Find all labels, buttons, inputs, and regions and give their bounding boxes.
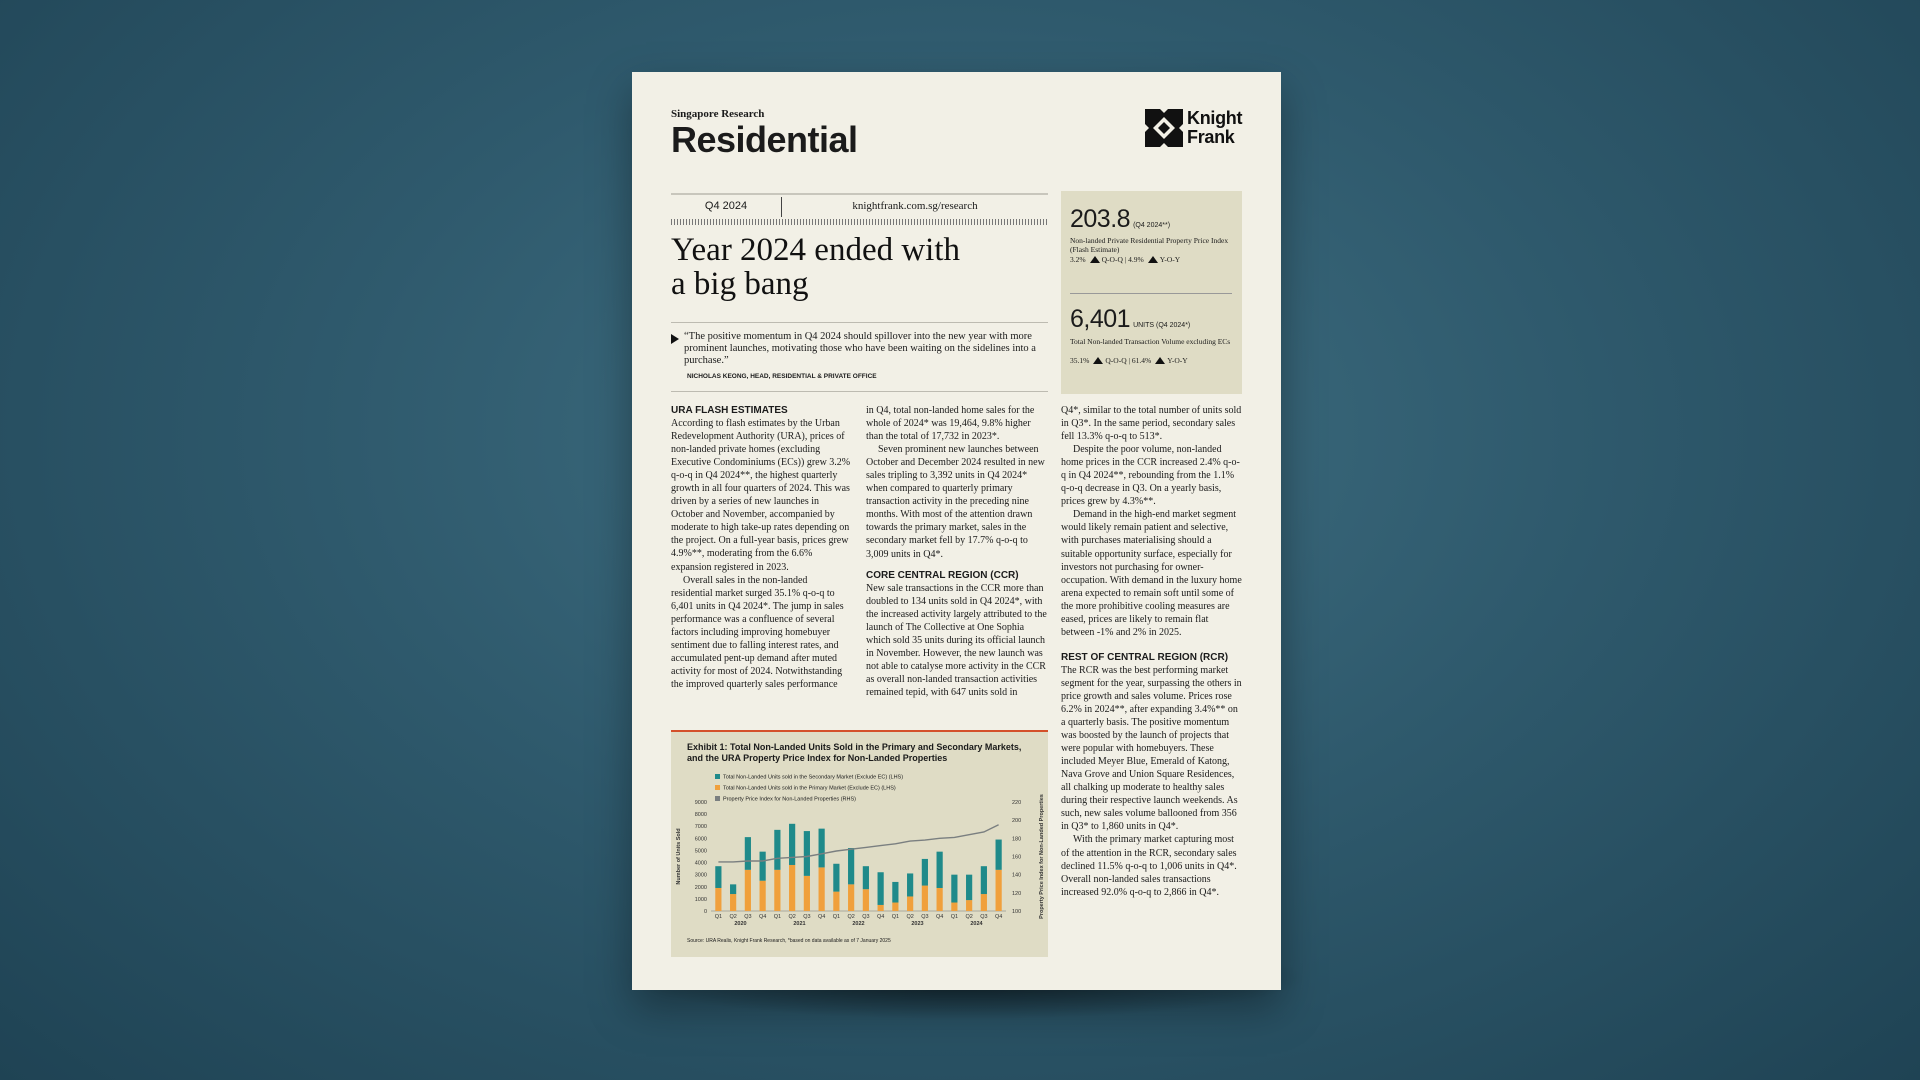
paragraph: The RCR was the best performing market segment for the year, surpassing the others in price growth and sales volume. Prices rose 6.2% in 2024**, after expanding 3.4%** on a quarterly basis. The positive momentum was boosted by the launch of projects that were popular with homebuyers. These included Meyer Blue, Emerald of Katong, Nava Grove and Union Square Residences, all chalking up moderate to healthy sales during their respective launch weekends. As such, new sales volume ballooned from 356 in Q3* to 1,860 units in Q4*.: [1061, 664, 1242, 833]
bar-primary: [745, 870, 751, 911]
bar-secondary: [848, 848, 854, 884]
paragraph: Despite the poor volume, non-landed home prices in the CCR increased 2.4% q-o-q in Q4 2024**, rebounding from the 1.1% q-o-q decrease in Q3. On a yearly basis, prices grew by 4.3%**.: [1061, 444, 1240, 508]
legend-primary: Total Non-Landed Units sold in the Primary Market (Exclude EC) (LHS): [715, 785, 965, 793]
bar-primary: [789, 865, 795, 911]
exhibit-chart: [671, 732, 1048, 957]
research-url[interactable]: knightfrank.com.sg/research: [852, 200, 978, 212]
y-tick-label: 7000: [694, 824, 707, 831]
bar-primary: [715, 888, 721, 911]
report-quarter: Q4 2024: [704, 200, 748, 212]
paragraph: Overall sales in the non-landed residential market surged 35.1% q-o-q to 6,401 units in Q4 2024*. The jump in sales performance was a confluence of several factors including improving homebuyer sentiment due to falling interest rates, and accumulated pent-up demand after muted activity for most of 2024. Notwithstanding the improved quarterly sales performance: [671, 574, 844, 690]
logo-wordmark: Knight Frank: [1187, 108, 1243, 147]
section-heading-ccr: CORE CENTRAL REGION (CCR): [866, 569, 1019, 581]
x-tick-label: Q4: [876, 914, 885, 920]
section-heading-ura: URA FLASH ESTIMATES: [671, 405, 788, 416]
y2-tick-label: 180: [1012, 836, 1022, 843]
y-tick-label: 9000: [694, 800, 707, 806]
bar-secondary: [907, 873, 913, 896]
headline: Year 2024 ended with a big bang: [671, 232, 961, 302]
year-label: 2020: [734, 921, 747, 927]
stat-price-index-desc: Non-landed Private Residential Property Price Index (Flash Estimate): [1070, 236, 1229, 254]
paragraph: With the primary market capturing most of the attention in the RCR, secondary sales declined 11.5% q-o-q to 1,006 units in Q4*. Overall non-landed sales transactions increased 92.0% q-o-q to 2,866 in Q4*.: [1061, 834, 1237, 898]
y2-tick-label: 200: [1012, 818, 1022, 825]
pull-quote: “The positive momentum in Q4 2024 should spillover into the new year with more prominent launches, motivating those who have been waiting on the sidelines into a purchase.”: [684, 331, 1036, 366]
x-tick-label: Q2: [906, 914, 914, 920]
bar-secondary: [730, 884, 736, 894]
x-tick-label: Q2: [788, 914, 796, 920]
y2-tick-label: 140: [1012, 872, 1022, 879]
up-arrow-icon: [1090, 256, 1100, 263]
y2-tick-label: 220: [1012, 800, 1022, 806]
stat-price-index-trend: 3.2% Q-O-Q | 4.9% Y-O-Y: [1070, 255, 1181, 264]
quote-bullet-icon: [671, 334, 679, 344]
x-tick-label: Q3: [980, 914, 988, 920]
hatched-rule: [671, 219, 1048, 225]
meta-bar: [671, 193, 1048, 225]
x-tick-label: Q4: [935, 914, 944, 920]
y-tick-label: 1000: [694, 896, 707, 903]
bar-secondary: [863, 866, 869, 889]
bar-secondary: [966, 875, 972, 900]
bar-primary: [996, 870, 1002, 911]
bar-secondary: [819, 829, 825, 868]
y2-tick-label: 100: [1012, 909, 1022, 915]
stat-transaction-volume: 6,401 UNITS (Q4 2024*): [1070, 305, 1191, 333]
bar-secondary: [774, 830, 780, 870]
year-label: 2023: [911, 921, 924, 927]
paragraph: Q4*, similar to the total number of units sold in Q3*. In the same period, secondary sales fell 13.3% q-o-q to 513*.: [1061, 405, 1242, 443]
knight-frank-logo-mark: [1145, 109, 1183, 147]
bar-secondary: [922, 859, 928, 886]
x-tick-label: Q3: [744, 914, 752, 920]
paragraph: Seven prominent new launches between October and December 2024 resulted in new sales tripling to 3,392 units in Q4 2024* when compared to quarterly primary transaction activity in the preceding nine months. With most of the attention drawn towards the primary market, sales in the secondary market fell by 17.7% q-o-q to 3,009 units in Q4*.: [866, 444, 1045, 560]
divider: [671, 322, 1048, 323]
paragraph: Demand in the high-end market segment would likely remain patient and selective, with purchases materialising should a suitable opportunity surface, especially for investors not purchasing for owner-occupation. With demand in the luxury home arena expected to remain soft until some of the more prohibitive cooling measures are eased, prices are likely to remain flat between -1% and 2% in 2025.: [1061, 509, 1242, 638]
up-arrow-icon: [1148, 256, 1158, 263]
x-tick-label: Q3: [862, 914, 870, 920]
exhibit-title: Exhibit 1: Total Non-Landed Units Sold in the Primary and Secondary Markets, and the URA Property Price Index for Non-Landed Properties: [687, 742, 1022, 763]
x-tick-label: Q2: [729, 914, 737, 920]
x-tick-label: Q4: [758, 914, 767, 920]
bar-secondary: [981, 866, 987, 894]
y-tick-label: 8000: [694, 812, 707, 819]
knight-frank-logo: [1145, 109, 1245, 149]
bar-primary: [878, 905, 884, 911]
bar-primary: [892, 903, 898, 911]
x-tick-label: Q3: [803, 914, 811, 920]
quote-author: NICHOLAS KEONG, HEAD, RESIDENTIAL & PRIVATE OFFICE: [687, 373, 877, 380]
bar-secondary: [996, 840, 1002, 870]
y-tick-label: 2000: [694, 884, 707, 891]
x-tick-label: Q1: [714, 914, 723, 920]
year-label: 2024: [970, 921, 983, 927]
bar-secondary: [951, 875, 957, 903]
x-tick-label: Q1: [832, 914, 841, 920]
y2-tick-label: 160: [1012, 854, 1022, 861]
y-tick-label: 5000: [694, 848, 707, 855]
article-column-3: [1061, 404, 1242, 899]
bar-primary: [966, 900, 972, 911]
bar-primary: [774, 870, 780, 911]
stat-separator: [1070, 293, 1232, 294]
bar-secondary: [789, 824, 795, 865]
bar-primary: [760, 881, 766, 911]
y2-axis-label: Property Price Index for Non-Landed Properties: [1039, 794, 1045, 919]
bar-primary: [804, 876, 810, 911]
stat-volume-trend: 35.1% Q-O-Q | 61.4% Y-O-Y: [1070, 356, 1188, 365]
section-eyebrow: Singapore Research: [671, 108, 765, 120]
x-tick-label: Q2: [847, 914, 855, 920]
x-tick-label: Q3: [921, 914, 929, 920]
bar-primary: [863, 889, 869, 911]
legend-swatch: [715, 774, 720, 779]
article-column-2: [866, 404, 1048, 699]
bar-primary: [819, 867, 825, 911]
bar-primary: [907, 896, 913, 911]
bar-primary: [951, 903, 957, 911]
legend-swatch: [715, 785, 720, 790]
bar-secondary: [804, 831, 810, 876]
report-title: Residential: [671, 119, 858, 160]
x-tick-label: Q4: [817, 914, 826, 920]
up-arrow-icon: [1155, 357, 1165, 364]
x-tick-label: Q4: [994, 914, 1003, 920]
year-label: 2021: [793, 921, 806, 927]
stat-volume-desc: Total Non-landed Transaction Volume excluding ECs: [1070, 337, 1231, 346]
legend-secondary: Total Non-Landed Units sold in the Secondary Market (Exclude EC) (LHS): [715, 774, 965, 782]
y-tick-label: 0: [703, 909, 707, 915]
year-label: 2022: [852, 921, 865, 927]
paragraph: in Q4, total non-landed home sales for the whole of 2024* was 19,464, 9.8% higher than the total of 17,732 in 2023*.: [866, 405, 1035, 443]
section-heading-rcr: REST OF CENTRAL REGION (RCR): [1061, 651, 1229, 663]
up-arrow-icon: [1093, 357, 1103, 364]
exhibit-source: Source: URA Realis, Knight Frank Research, *based on data available as of 7 January 2025: [687, 938, 891, 944]
y-tick-label: 3000: [694, 872, 707, 879]
legend-swatch: [715, 796, 720, 801]
x-tick-label: Q1: [773, 914, 782, 920]
bar-secondary: [833, 864, 839, 892]
report-page: [632, 72, 1281, 990]
legend-price-index: Property Price Index for Non-Landed Properties (RHS): [715, 796, 965, 804]
bar-primary: [833, 892, 839, 911]
divider: [671, 391, 1048, 392]
x-tick-label: Q1: [950, 914, 959, 920]
x-tick-label: Q1: [891, 914, 900, 920]
y-tick-label: 6000: [694, 836, 707, 843]
paragraph: According to flash estimates by the Urban Redevelopment Authority (URA), prices of non-landed private homes (excluding Executive Condominiums (ECs)) grew 3.2% q-o-q in Q4 2024**, the highest quarterly growth in all four quarters of 2024. This was driven by a series of new launches in October and November, accompanied by moderate to high take-up rates depending on the project. On a full-year basis, prices grew 4.9%**, moderating from the 6.6% expansion registered in 2023.: [671, 418, 851, 573]
bar-primary: [922, 886, 928, 911]
bar-primary: [937, 888, 943, 911]
x-tick-label: Q2: [965, 914, 973, 920]
exhibit-1: [671, 730, 1048, 957]
y-axis-label: Number of Units Sold: [676, 828, 682, 885]
bar-secondary: [745, 837, 751, 870]
bar-secondary: [760, 852, 766, 881]
article-column-1: [671, 404, 851, 691]
bar-secondary: [715, 866, 721, 888]
bar-primary: [981, 894, 987, 911]
y2-tick-label: 120: [1012, 890, 1022, 897]
y-tick-label: 4000: [694, 860, 707, 867]
bar-primary: [848, 884, 854, 911]
bar-secondary: [892, 882, 898, 903]
paragraph: New sale transactions in the CCR more than doubled to 134 units sold in Q4 2024*, with the increased activity largely attributed to the launch of The Collective at One Sophia which sold 35 units during its official launch in November. However, the new launch was not able to catalyse more activity in the CCR as overall non-landed transaction activities remained tepid, with 647 units sold in: [866, 582, 1047, 698]
bar-secondary: [937, 852, 943, 888]
bar-secondary: [878, 872, 884, 905]
key-stats-panel: [1061, 191, 1242, 394]
stat-price-index: 203.8 (Q4 2024**): [1070, 205, 1171, 233]
bar-primary: [730, 894, 736, 911]
